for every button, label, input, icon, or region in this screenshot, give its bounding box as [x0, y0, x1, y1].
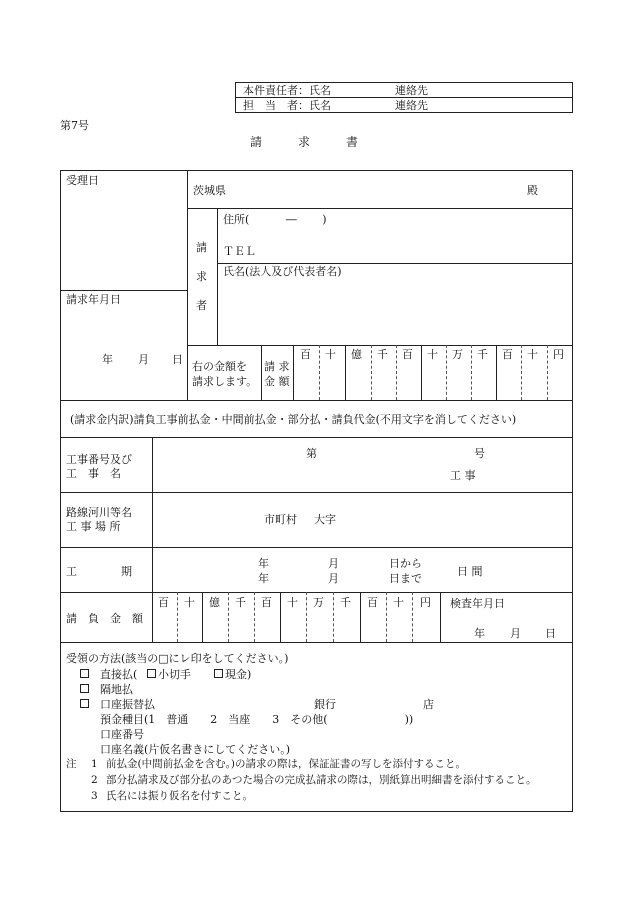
- amount-unit-hyaku-man: 百: [402, 348, 413, 361]
- requester-label-3: 者: [196, 299, 207, 312]
- breakdown-text: (請求金内訳)請負工事前払金・中間前払金・部分払・請負代金(不用文字を消してください): [70, 413, 517, 426]
- work-number-go: 号: [474, 447, 485, 460]
- work-number-label-2: 工 事 名: [66, 467, 121, 480]
- remote-payment-label: 隔地払: [100, 683, 133, 696]
- addressee-honorific: 殿: [527, 184, 538, 197]
- location-label-1: 路線河川等名: [66, 506, 132, 519]
- form-number: 第7号: [60, 119, 89, 132]
- request-date-month: 月: [138, 353, 149, 366]
- contract-unit-oku: 億: [209, 596, 220, 609]
- note-3: 氏名には振り仮名を付すこと。: [106, 790, 253, 802]
- transfer-payment-label: 口座振替払: [100, 698, 155, 711]
- deposit-type-label: 預金種目(1 普通 2 当座 3 その他( )): [100, 713, 414, 726]
- cash-checkbox[interactable]: [214, 669, 223, 678]
- account-name-label: 口座名義(片仮名書きにしてください。): [100, 743, 291, 756]
- staff-contact: 連絡先: [395, 99, 428, 112]
- note-2: 部分払請求及び部分払のあつた場合の完成払請求の際は，別紙算出明細書を添付すること。: [106, 774, 537, 786]
- contract-unit-juu: 十: [393, 596, 404, 609]
- amount-unit-juu-oku: 十: [325, 348, 336, 361]
- amount-unit-man: 万: [452, 348, 463, 361]
- amount-unit-oku: 億: [351, 348, 362, 361]
- contract-amount-label: 請 負 金 額: [66, 612, 143, 625]
- notes-mark: 注: [66, 758, 77, 770]
- amount-label-2: 金 額: [264, 375, 290, 388]
- location-aza: 大字: [314, 513, 336, 526]
- page-title: 請 求 書: [250, 135, 359, 149]
- work-name-koji: 工 事: [450, 469, 476, 482]
- direct-payment-checkbox[interactable]: [80, 669, 89, 678]
- inspection-day: 日: [545, 627, 556, 640]
- address-label: 住所( ― ): [223, 213, 327, 226]
- contract-unit-yen: 円: [420, 596, 431, 609]
- contract-unit-juu-oku: 十: [184, 596, 195, 609]
- inspection-month: 月: [510, 627, 521, 640]
- amount-label-1: 請 求: [264, 360, 290, 373]
- contract-unit-man: 万: [313, 596, 324, 609]
- payment-heading: 受領の方法(該当の□にレ印をしてください。): [66, 652, 289, 665]
- work-number-label-1: 工事番号及び: [66, 453, 132, 466]
- note-1-number: 1: [91, 758, 98, 770]
- period-start-year: 年: [258, 557, 269, 570]
- work-number-dai: 第: [306, 447, 317, 460]
- requester-label-2: 求: [196, 270, 207, 283]
- location-city: 市町村: [264, 513, 297, 526]
- amount-unit-sen: 千: [477, 348, 488, 361]
- transfer-payment-checkbox[interactable]: [80, 699, 89, 708]
- branch-label: 店: [423, 698, 434, 711]
- period-label: 工 期: [66, 565, 132, 578]
- period-end-month: 月: [328, 572, 339, 585]
- staff-label: 担 当 者：氏名: [243, 99, 331, 112]
- inspection-year: 年: [474, 627, 485, 640]
- amount-unit-yen: 円: [553, 348, 564, 361]
- note-2-number: 2: [91, 774, 98, 786]
- tel-label: ＴＥＬ: [223, 245, 256, 258]
- note-3-number: 3: [91, 790, 98, 802]
- name-label: 氏名(法人及び代表者名): [223, 265, 342, 278]
- request-text-1: 右の金額を: [192, 360, 247, 373]
- check-checkbox[interactable]: [147, 669, 156, 678]
- contract-unit-juu-man: 十: [287, 596, 298, 609]
- responsible-label: 本件責任者：氏名: [243, 84, 331, 97]
- contract-unit-sen-man: 千: [235, 596, 246, 609]
- check-label: 小切手: [158, 668, 191, 681]
- amount-unit-juu-man: 十: [427, 348, 438, 361]
- bank-label: 銀行: [314, 698, 336, 711]
- amount-unit-hyaku: 百: [502, 348, 513, 361]
- note-1: 前払金(中間前払金を含む。)の請求の際は，保証証書の写しを添付すること。: [106, 758, 466, 770]
- remote-payment-checkbox[interactable]: [80, 684, 89, 693]
- amount-unit-hyaku-oku: 百: [300, 348, 311, 361]
- addressee-prefecture: 茨城県: [193, 184, 226, 197]
- responsible-contact: 連絡先: [395, 84, 428, 97]
- request-text-2: 請求します。: [192, 375, 258, 388]
- request-date-year: 年: [102, 353, 113, 366]
- requester-label-1: 請: [196, 241, 207, 254]
- contract-unit-hyaku-man: 百: [261, 596, 272, 609]
- request-date-label: 請求年月日: [66, 293, 121, 306]
- contract-unit-hyaku: 百: [367, 596, 378, 609]
- inspection-date-label: 検査年月日: [450, 597, 505, 610]
- contract-unit-hyaku-oku: 百: [158, 596, 169, 609]
- period-days: 日 間: [457, 565, 483, 578]
- period-end-to: 日まで: [389, 572, 422, 585]
- account-number-label: 口座番号: [100, 728, 144, 741]
- cash-label: 現金): [225, 668, 252, 681]
- period-start-month: 月: [328, 557, 339, 570]
- request-date-day: 日: [172, 353, 183, 366]
- location-label-2: 工 事 場 所: [66, 520, 121, 533]
- period-start-from: 日から: [389, 557, 422, 570]
- period-end-year: 年: [258, 572, 269, 585]
- contract-unit-sen: 千: [340, 596, 351, 609]
- amount-unit-sen-man: 千: [377, 348, 388, 361]
- amount-unit-juu: 十: [527, 348, 538, 361]
- received-date-label: 受理日: [66, 174, 99, 187]
- direct-payment-label: 直接払(: [100, 668, 138, 681]
